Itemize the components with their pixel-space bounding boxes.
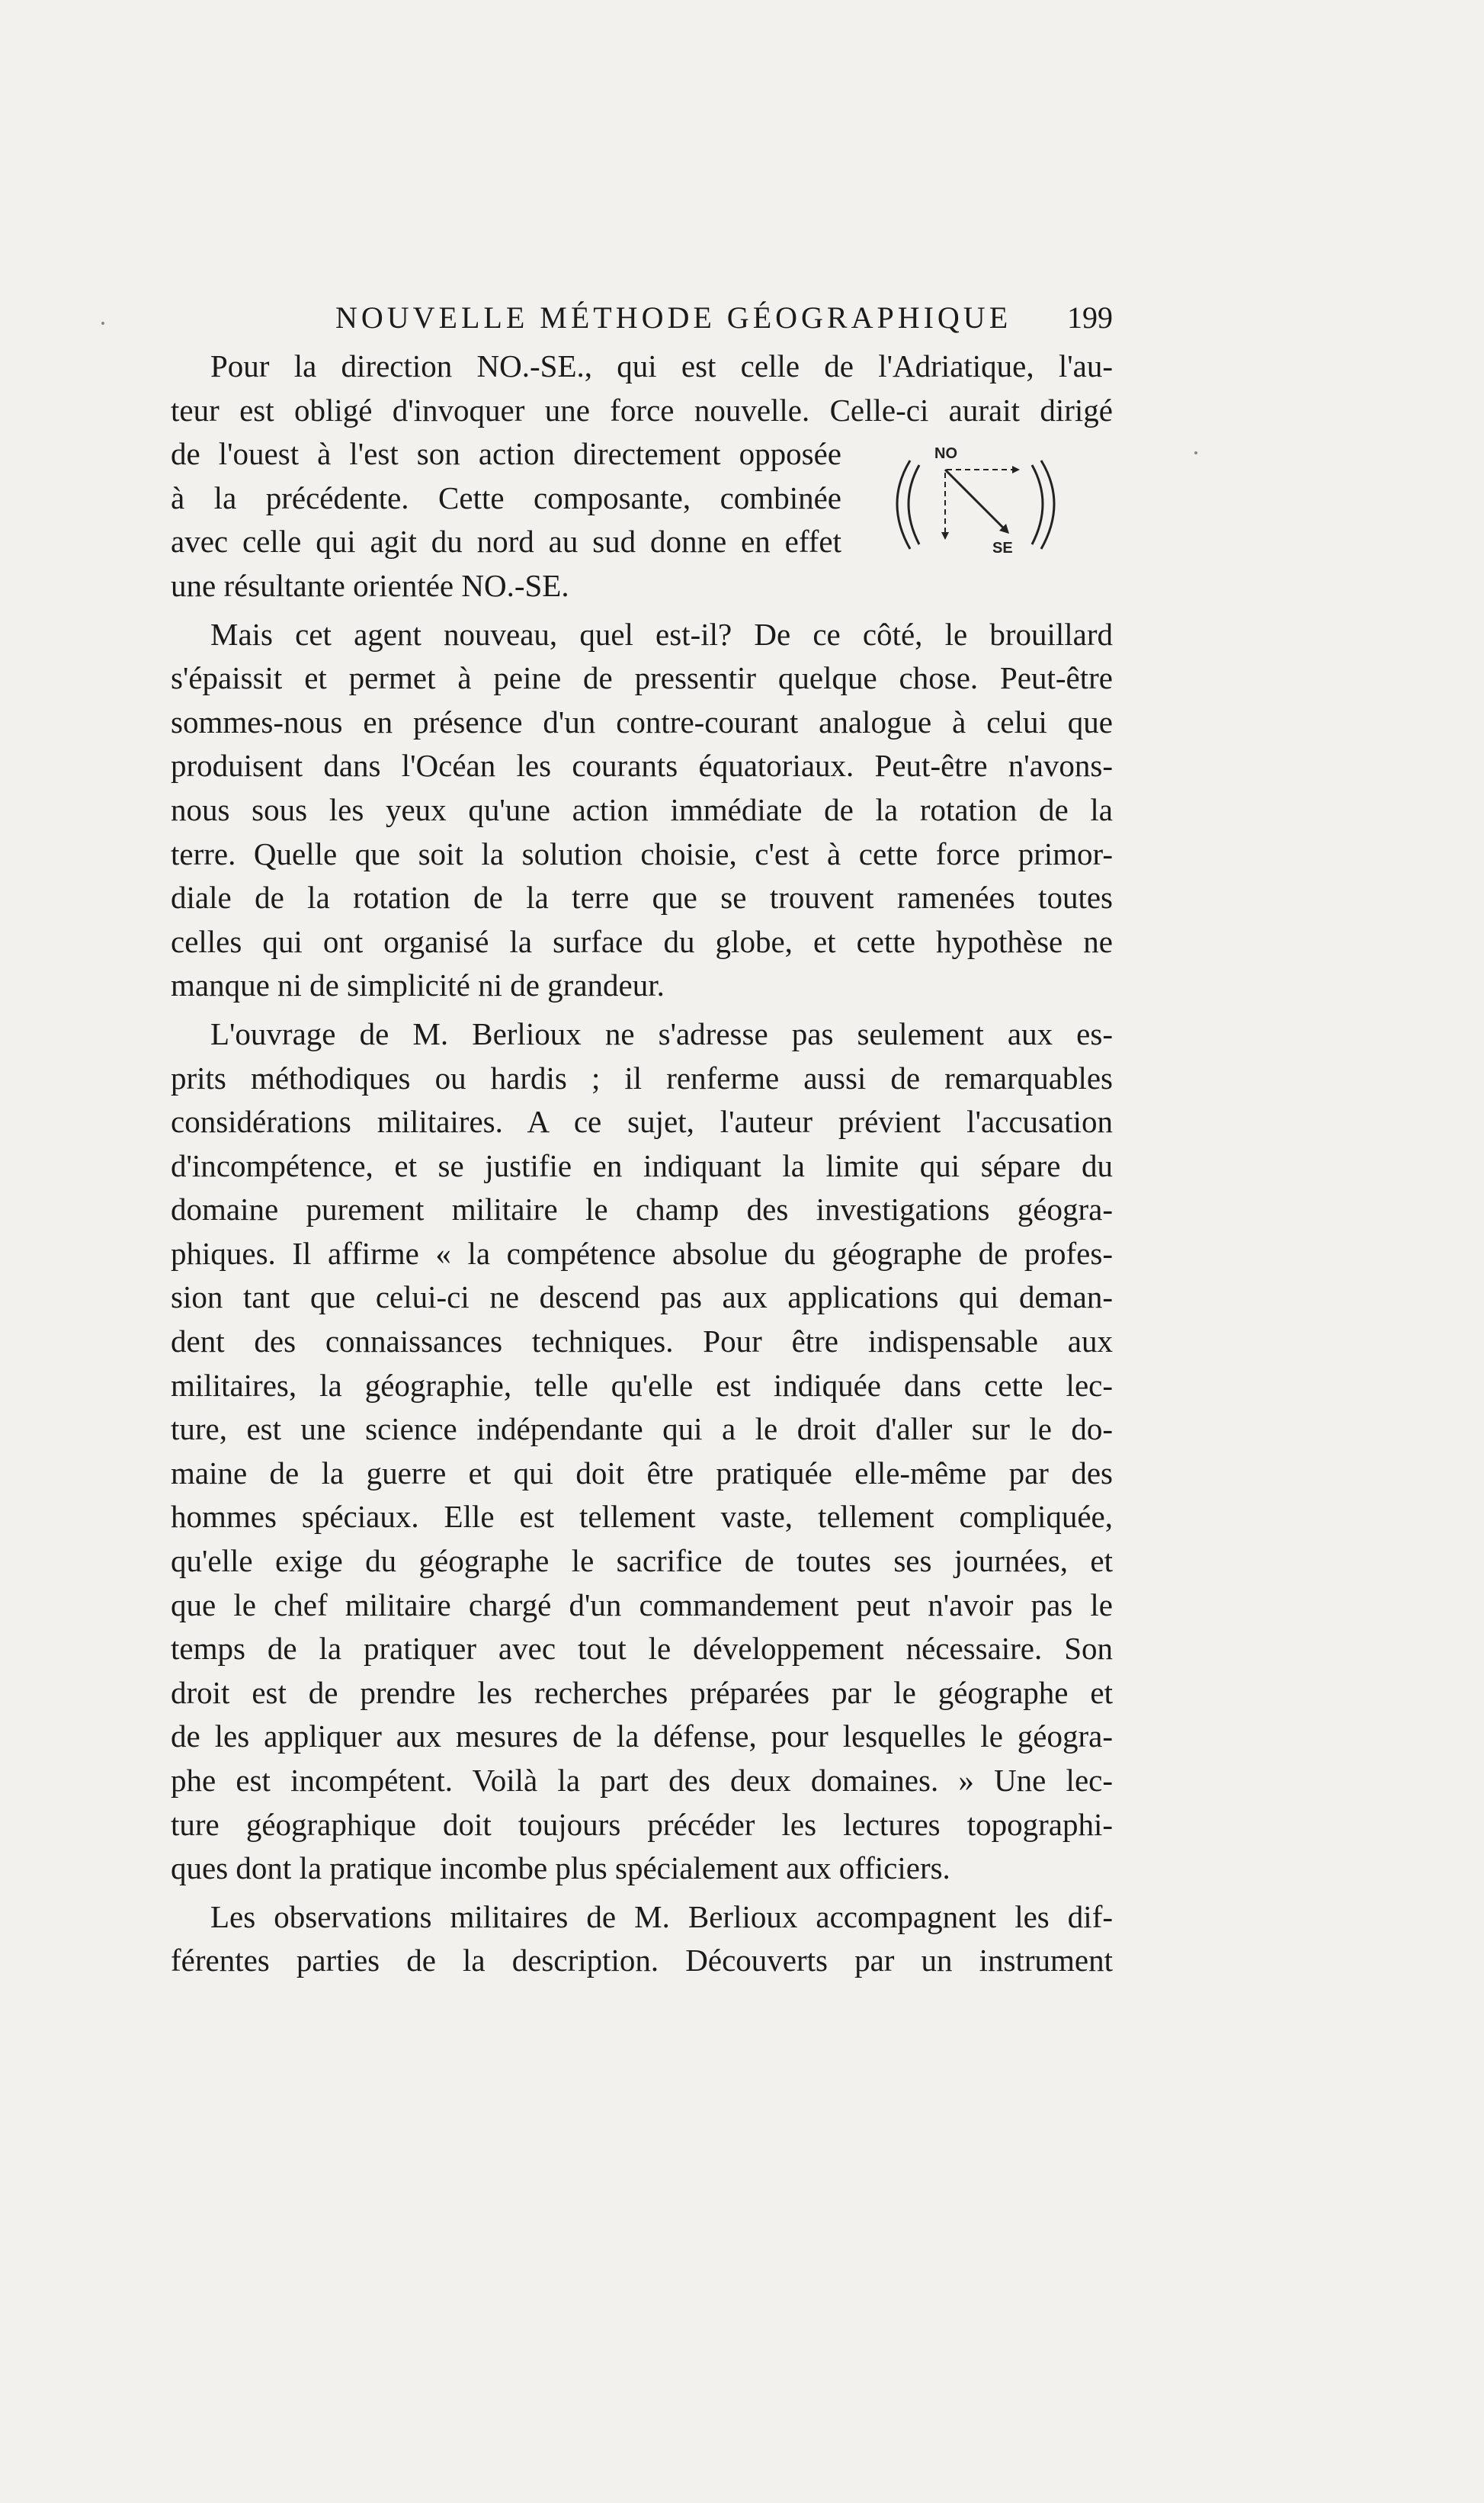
text-line: hommes spéciaux. Elle est tellement vaste, tellement compliquée, xyxy=(171,1499,1113,1535)
text-line: que le chef militaire chargé d'un commandement peut n'avoir pas le xyxy=(171,1587,1113,1622)
text-line: L'ouvrage de M. Berlioux ne s'adresse pas seulement aux es- xyxy=(210,1016,1113,1051)
text-line: maine de la guerre et qui doit être pratiquée elle-même par des xyxy=(171,1455,1113,1491)
text-line: de les appliquer aux mesures de la défense, pour lesquelles le géogra- xyxy=(171,1718,1113,1754)
text-line: ture, est une science indépendante qui a le droit d'aller sur le do- xyxy=(171,1411,1113,1447)
text-line: avec celle qui agit du nord au sud donne en effet xyxy=(171,524,841,560)
arrow-south-head xyxy=(941,532,949,540)
text-line: nous sous les yeux qu'une action immédiate de la rotation de la xyxy=(171,791,1113,827)
text-line: Mais cet agent nouveau, quel est-il? De ce côté, le brouillard xyxy=(210,616,1113,652)
text-line: dent des connaissances techniques. Pour être indispensable aux xyxy=(171,1324,1113,1359)
paragraph xyxy=(171,1895,1113,1983)
text-line: Les observations militaires de M. Berlioux accompagnent les dif- xyxy=(210,1898,1113,1934)
text-line: Pour la direction NO.-SE., qui est celle de l'Adriatique, l'au- xyxy=(210,348,1113,383)
text-line: teur est obligé d'invoquer une force nouvelle. Celle-ci aurait dirigé xyxy=(171,392,1113,428)
text-line: sommes-nous en présence d'un contre-courant analogue à celui que xyxy=(171,704,1113,740)
text-line: celles qui ont organisé la surface du globe, et cette hypothèse ne xyxy=(171,923,1113,959)
text-line: temps de la pratiquer avec tout le développement nécessaire. Son xyxy=(171,1631,1113,1667)
text-line: manque ni de simplicité ni de grandeur. xyxy=(171,968,665,1003)
diagram-label-se: SE xyxy=(992,540,1013,557)
arrow-east-head xyxy=(1012,466,1020,473)
running-title: NOUVELLE MÉTHODE GÉOGRAPHIQUE xyxy=(335,300,1012,335)
page-header xyxy=(335,300,1113,345)
text-line: ques dont la pratique incombe plus spécialement aux officiers. xyxy=(171,1850,950,1886)
left-bracket-inner xyxy=(909,465,919,544)
text-line: s'épaissit et permet à peine de pressentir quelque chose. Peut-être xyxy=(171,660,1113,696)
paper-speck xyxy=(1194,451,1197,454)
text-line: domaine purement militaire le champ des investigations géogra- xyxy=(171,1192,1113,1227)
right-bracket-inner xyxy=(1032,465,1043,544)
text-line: une résultante orientée NO.-SE. xyxy=(171,567,569,603)
text-line: droit est de prendre les recherches préparées par le géographe et xyxy=(171,1674,1113,1710)
text-line: phe est incompétent. Voilà la part des deux domaines. » Une lec- xyxy=(171,1763,1113,1798)
text-line: militaires, la géographie, telle qu'elle est indiquée dans cette lec- xyxy=(171,1367,1113,1403)
text-line: terre. Quelle que soit la solution choisie, c'est à cette force primor- xyxy=(171,836,1113,871)
text-line: à la précédente. Cette composante, combinée xyxy=(171,480,841,515)
text-line: produisent dans l'Océan les courants équatoriaux. Peut-être n'avons- xyxy=(171,748,1113,784)
body-text xyxy=(171,345,1113,1983)
text-line: qu'elle exige du géographe le sacrifice de toutes ses journées, et xyxy=(171,1543,1113,1579)
paragraph xyxy=(171,613,1113,1008)
text-line: considérations militaires. A ce sujet, l'auteur prévient l'accusation xyxy=(171,1104,1113,1140)
text-line: sion tant que celui-ci ne descend pas aux applications qui deman- xyxy=(171,1279,1113,1315)
text-line: d'incompétence, et se justifie en indiquant la limite qui sépare du xyxy=(171,1147,1113,1183)
text-line: diale de la rotation de la terre que se trouvent ramenées toutes xyxy=(171,880,1113,916)
arrow-resultant xyxy=(945,470,1006,531)
text-line: de l'ouest à l'est son action directement opposée xyxy=(171,436,841,472)
direction-diagram xyxy=(884,442,1067,564)
text-line: prits méthodiques ou hardis ; il renferme aussi de remarquables xyxy=(171,1060,1113,1096)
direction-diagram-svg xyxy=(884,442,1067,564)
page-number: 199 xyxy=(1067,300,1113,335)
text-line: férentes parties de la description. Découverts par un instrument xyxy=(171,1943,1113,1978)
text-line: ture géographique doit toujours précéder les lectures topographi- xyxy=(171,1806,1113,1842)
diagram-label-no: NO xyxy=(934,445,957,462)
paper-speck xyxy=(101,322,104,325)
paragraph xyxy=(171,1012,1113,1891)
text-line: phiques. Il affirme « la compétence absolue du géographe de profes- xyxy=(171,1235,1113,1271)
